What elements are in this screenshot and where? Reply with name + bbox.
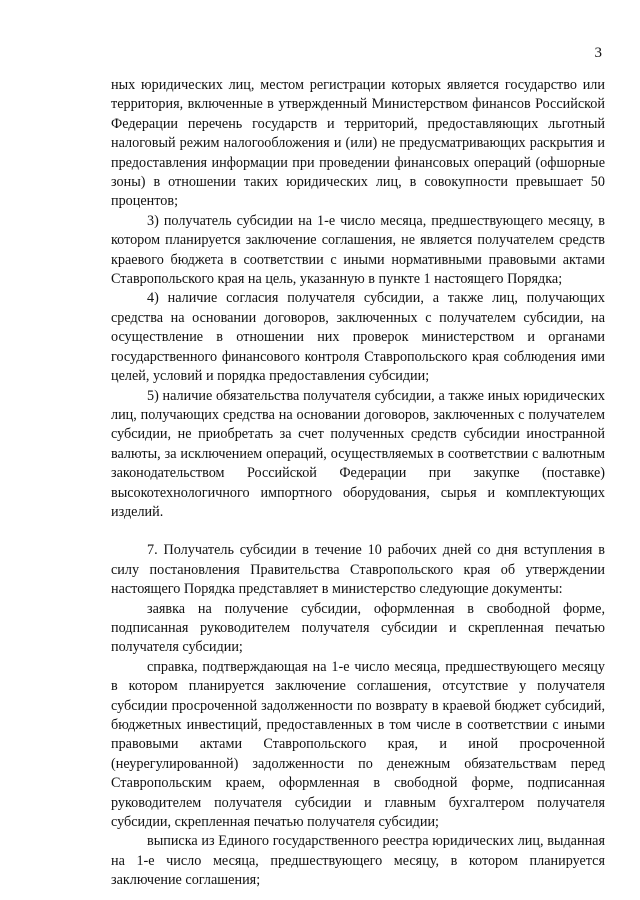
paragraph-certificate: справка, подтверждающая на 1-е число месяца, предшествующего месяцу в котором планируется заключение соглашения, отсутствие у получателя субсидии просроченной задолженности по возврату в краевой бюджет субсидий, бюджетных инвестиций, предоставленных в том числе в соответствии с иными правовыми актами Ставропольского края, и иной просроченной (неурегулированной) задолженности по денежным обязательствам перед Ставропольским краем, оформленная в свободной форме, подписанная руководителем получателя субсидии и главным бухгалтером получателя субсидии, скрепленная печатью получателя субсидии;: [111, 658, 605, 831]
paragraph-item-5: 5) наличие обязательства получателя субсидии, а также иных юридических лиц, получающих средства на основании договоров, заключенных с получателем субсидии, не приобретать за счет полученных средств субсидии иностранной валюты, за исключением операций, осуществляемых в соответствии с валютным законодательством Российской Федерации при закупке (поставке) высокотехнологичного импортного оборудования, сырья и комплектующих изделий.: [111, 387, 605, 520]
paragraph-application: заявка на получение субсидии, оформленная в свободной форме, подписанная руководителем получателя субсидии и скрепленная печатью получателя субсидии;: [111, 600, 605, 656]
paragraph-section-7: 7. Получатель субсидии в течение 10 рабочих дней со дня вступления в силу постановления Правительства Ставропольского края об утверждении настоящего Порядка представляет в министерство следующие документы:: [111, 542, 605, 598]
paragraph-continuation: ных юридических лиц, местом регистрации которых является государство или территория, включенные в утвержденный Министерством финансов Российской Федерации перечень государств и территорий, предоставляющих льготный налоговый режим налогообложения и (или) не предусматривающих раскрытия и предоставления информации при проведении финансовых операций (офшорные зоны) в отношении таких юридических лиц, в совокупности превышает 50 процентов;: [111, 77, 605, 210]
page-number: 3: [594, 45, 602, 61]
paragraph-item-3: 3) получатель субсидии на 1-е число месяца, предшествующего месяцу, в котором планируется заключение соглашения, не является получателем средств краевого бюджета в соответствии с иными нормативными правовыми актами Ставропольского края на цель, указанную в пункте 1 настоящего Порядка;: [111, 212, 605, 288]
paragraph-registry-extract: выписка из Единого государственного реестра юридических лиц, выданная на 1-е число месяца, предшествующего месяцу, в котором планируется заключение соглашения;: [111, 833, 605, 889]
section-gap: [111, 522, 605, 541]
paragraph-item-4: 4) наличие согласия получателя субсидии, а также лиц, получающих средства на основании договоров, заключенных с получателем субсидии, на осуществление в отношении них проверок министерством и органами государственного финансового контроля Ставропольского края соблюдения ими целей, условий и порядка предоставления субсидии;: [111, 290, 605, 385]
document-body: [111, 76, 605, 891]
